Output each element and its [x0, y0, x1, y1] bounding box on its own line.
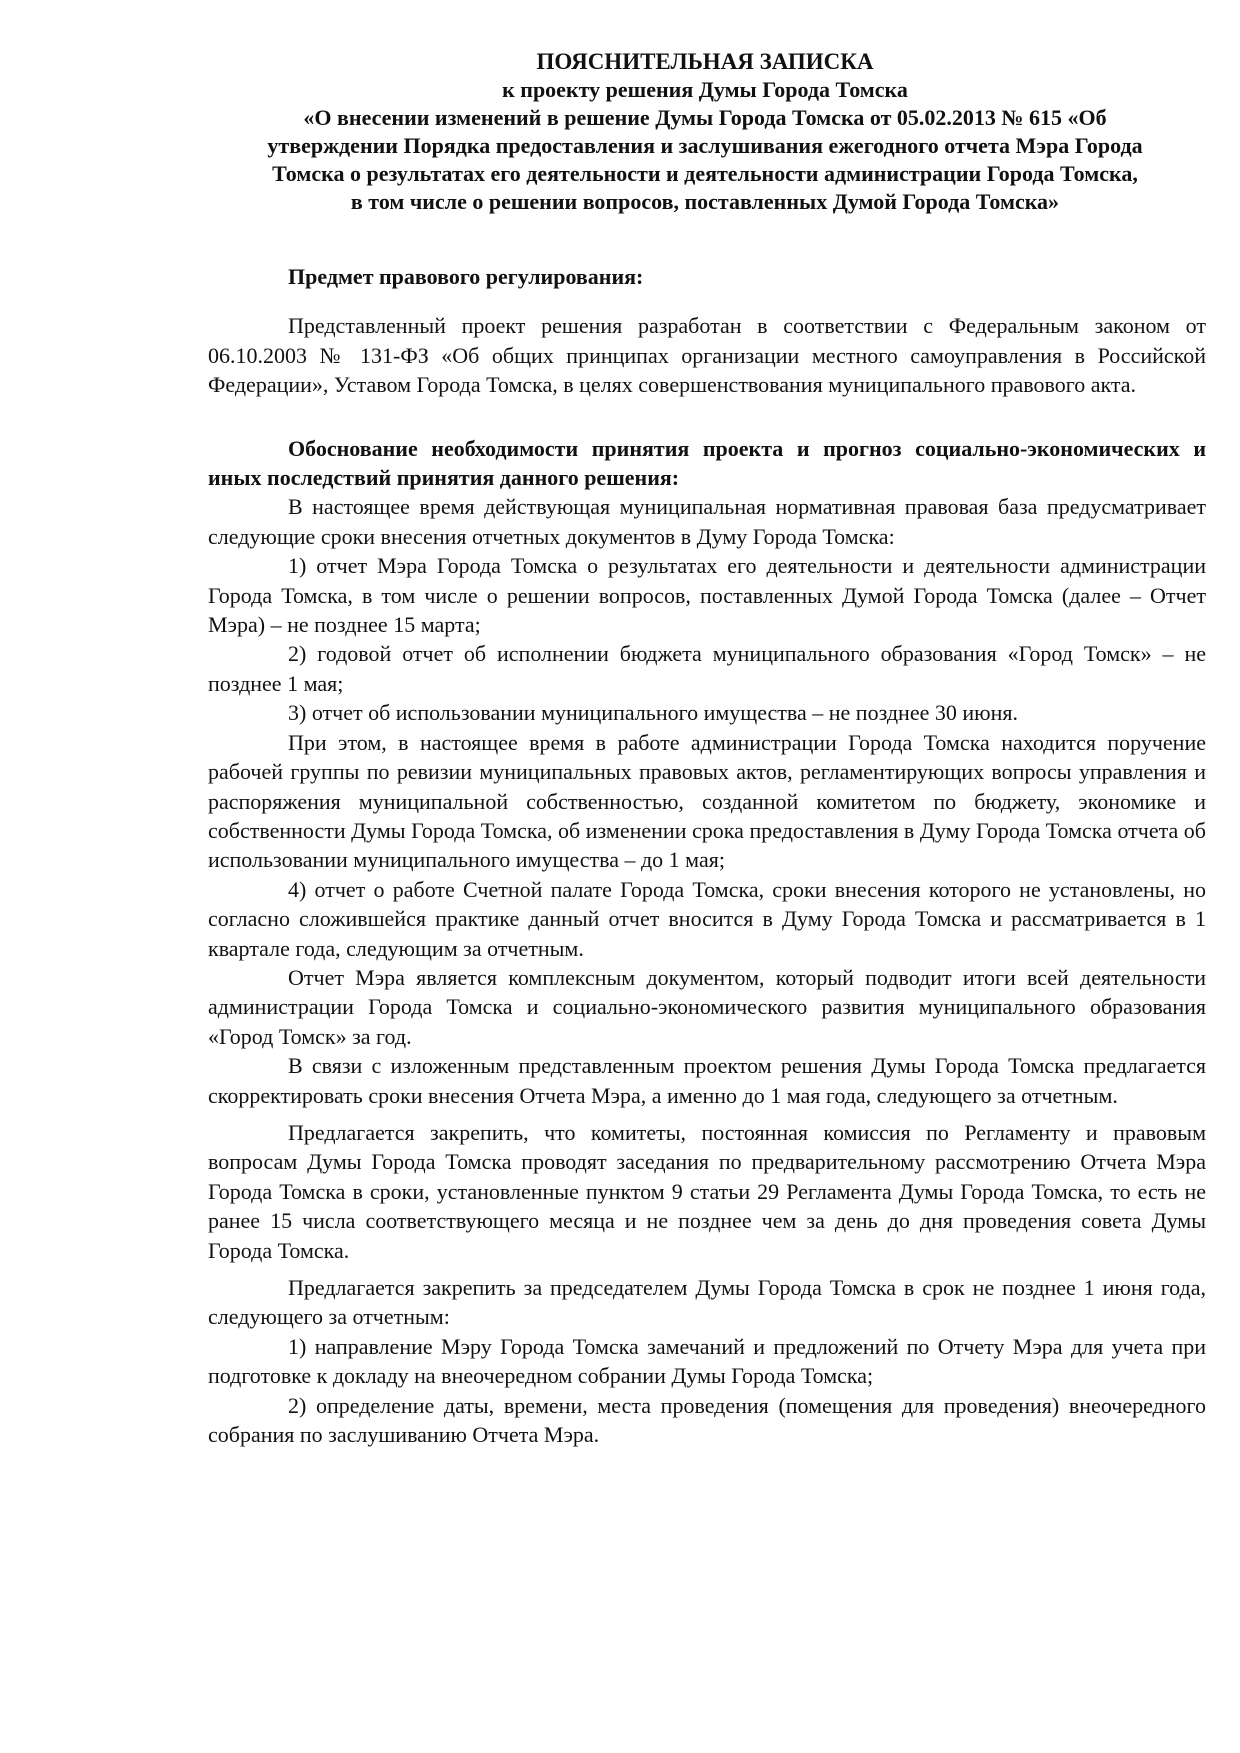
section-heading-subject: Предмет правового регулирования: [288, 264, 644, 289]
paragraph: Предлагается закрепить, что комитеты, постоянная комиссия по Регламенту и правовым вопросам Думы Города Томска проводят заседания по предварительному рассмотрению Отчета Мэра Города Томска в сроки, установленные пунктом 9 статьи 29 Регламента Думы Города Томска, то есть не ранее 15 числа соответствующего месяца и не позднее чем за день до дня проведения совета Думы Города Томска. [208, 1119, 1206, 1263]
section-heading-justification: Обоснование необходимости принятия проекта и прогноз социально-экономических и иных последствий принятия данного решения: [208, 435, 1206, 491]
list-item: 4) отчет о работе Счетной палате Города Томска, сроки внесения которого не установлены, но согласно сложившейся практике данный отчет вносится в Думу Города Томска и рассматривается в 1 квартале года, следующим за отчетным. [208, 876, 1206, 961]
document-title: ПОЯСНИТЕЛЬНАЯ ЗАПИСКА [536, 49, 874, 74]
document-header [205, 48, 1205, 216]
list-item: 2) определение даты, времени, места проведения (помещения для проведения) внеочередного собрания по заслушиванию Отчета Мэра. [208, 1392, 1206, 1448]
paragraph: Отчет Мэра является комплексным документом, который подводит итоги всей деятельности администрации Города Томска и социально-экономического развития муниципального образования «Город Томск» за год. [208, 964, 1206, 1049]
list-item: 1) направление Мэру Города Томска замечаний и предложений по Отчету Мэра для учета при подготовке к докладу на внеочередном собрании Думы Города Томска; [208, 1333, 1206, 1389]
list-item: 1) отчет Мэра Города Томска о результатах его деятельности и деятельности администрации Города Томска, в том числе о решении вопросов, поставленных Думой Города Томска (далее – Отчет Мэра) – не позднее 15 марта; [208, 553, 1206, 638]
document-heading-line: в том числе о решении вопросов, поставленных Думой Города Томска» [350, 189, 1060, 214]
list-item: 3) отчет об использовании муниципального имущества – не позднее 30 июня. [288, 700, 1018, 726]
paragraph: В связи с изложенным представленным проектом решения Думы Города Томска предлагается скорректировать сроки внесения Отчета Мэра, а именно до 1 мая года, следующего за отчетным. [208, 1053, 1206, 1108]
document-heading-line: Томска о результатах его деятельности и деятельности администрации Города Томска, [272, 161, 1138, 186]
list-item: 2) годовой отчет об исполнении бюджета муниципального образования «Город Томск» – не позднее 1 мая; [208, 641, 1206, 696]
paragraph: При этом, в настоящее время в работе администрации Города Томска находится поручение рабочей группы по ревизии муниципальных правовых актов, регламентирующих вопросы управления и распоряжения муниципальной собственностью, созданной комитетом по бюджету, экономике и собственности Думы Города Томска, об изменении срока предоставления в Думу Города Томска отчета об использовании муниципального имущества – до 1 мая; [208, 729, 1206, 873]
document-heading-line: утверждении Порядка предоставления и заслушивания ежегодного отчета Мэра Города [267, 133, 1143, 158]
document-heading-line: «О внесении изменений в решение Думы Города Томска от 05.02.2013 № 615 «Об [303, 105, 1107, 130]
paragraph: В настоящее время действующая муниципальная нормативная правовая база предусматривает следующие сроки внесения отчетных документов в Думу Города Томска: [208, 494, 1206, 549]
paragraph: Предлагается закрепить за председателем Думы Города Томска в срок не позднее 1 июня года, следующего за отчетным: [208, 1275, 1206, 1330]
paragraph-subject: Представленный проект решения разработан в соответствии с Федеральным законом от 06.10.2003 № 131-ФЗ «Об общих принципах организации местного самоуправления в Российской Федерации», Уставом Города Томска, в целях совершенствования муниципального правового акта. [208, 313, 1206, 398]
document-subtitle: к проекту решения Думы Города Томска [502, 77, 908, 102]
document-body [208, 262, 1206, 1449]
